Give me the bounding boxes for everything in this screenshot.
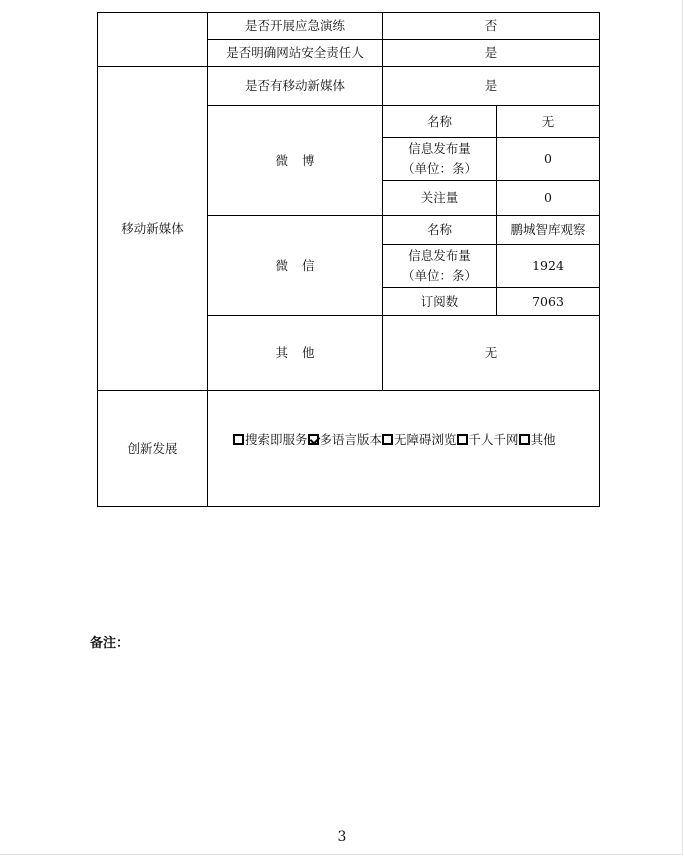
- option-label: 无障碍浏览: [394, 432, 457, 447]
- weibo-name-value: 无: [541, 113, 555, 129]
- checkbox-accessible-browsing: [382, 434, 393, 445]
- has-mobile-label: 是否有移动新媒体: [244, 78, 345, 93]
- option-personalized-sites: [457, 430, 519, 448]
- innovation-label: 创新发展: [127, 440, 178, 456]
- option-label: 搜索即服务: [245, 432, 308, 447]
- wechat-posts-label-line2: （单位：条）: [401, 268, 477, 283]
- other-label: 其他: [275, 345, 329, 360]
- security-label: 是否明确网站安全责任人: [226, 45, 364, 60]
- weibo-followers-label: 关注量: [420, 190, 459, 205]
- wechat-posts-label: [383, 245, 496, 287]
- wechat-subscribers-value: 7063: [532, 293, 564, 309]
- wechat-name-label: 名称: [426, 222, 452, 237]
- option-multilingual: [308, 430, 383, 448]
- weibo-posts-label: [383, 138, 496, 180]
- weibo-label: 微博: [275, 152, 329, 168]
- page-number: 3: [337, 829, 347, 845]
- option-label: 千人千网: [468, 432, 519, 447]
- checkbox-personalized-sites: [457, 434, 468, 445]
- wechat-name-value: 鹏城智库观察: [510, 222, 586, 237]
- wechat-posts-label-line1: 信息发布量: [408, 248, 471, 263]
- weibo-posts-value: 0: [544, 151, 552, 166]
- mobile-media-section-label: 移动新媒体: [121, 220, 184, 236]
- remark-label: 备注：: [90, 636, 130, 651]
- checkbox-other: [519, 434, 530, 445]
- option-accessible-browsing: [382, 430, 457, 448]
- weibo-name-label: 名称: [426, 113, 452, 129]
- wechat-posts-value: 1924: [532, 258, 564, 273]
- security-value: 是: [484, 45, 498, 60]
- wechat-label: 微信: [275, 257, 329, 273]
- drill-label: 是否开展应急演练: [244, 18, 345, 33]
- option-label: 多语言版本: [319, 432, 383, 447]
- innovation-options: [233, 429, 556, 449]
- option-label: 其他: [530, 432, 556, 447]
- checkbox-multilingual: [308, 434, 319, 445]
- wechat-subscribers-label: 订阅数: [420, 293, 459, 309]
- has-mobile-value: 是: [484, 78, 498, 93]
- other-value: 无: [484, 345, 498, 360]
- weibo-posts-label-line2: （单位：条）: [401, 161, 477, 176]
- drill-value: 否: [484, 18, 498, 33]
- weibo-followers-value: 0: [544, 190, 552, 205]
- weibo-posts-label-line1: 信息发布量: [408, 141, 471, 156]
- checkbox-search-as-service: [233, 434, 244, 445]
- option-search-as-service: [233, 430, 308, 448]
- option-other: [519, 430, 556, 448]
